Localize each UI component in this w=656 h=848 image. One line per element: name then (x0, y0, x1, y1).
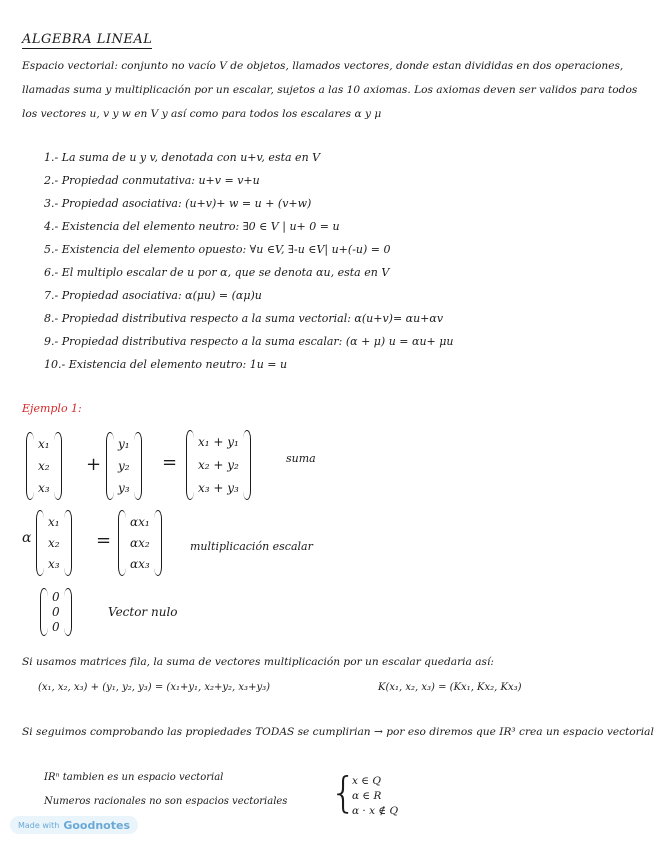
axiom-item: 8.- Propiedad distributiva respecto a la suma vectorial: α(u+v)= αu+αv (44, 312, 444, 325)
axiom-list (44, 146, 453, 376)
scalar-mult-label: multiplicación escalar (190, 540, 313, 553)
axiom-item: 1.- La suma de u y v, denotada con u+v, esta en V (44, 151, 321, 164)
row-scalar-formula: K(x₁, x₂, x₃) = (Kx₁, Kx₂, Kx₃) (378, 682, 522, 693)
row-sum-formula: (x₁, x₂, x₃) + (y₁, y₂, y₃) = (x₁+y₁, x₂+y₂, x₃+y₃) (38, 682, 271, 693)
zero-vector: 0 0 0 (40, 588, 72, 636)
brace-symbol: { (330, 768, 357, 817)
vector-y: y₁ y₂ y₃ (106, 432, 142, 500)
axiom-item: 9.- Propiedad distributiva respecto a la suma escalar: (α + μ) u = αu+ μu (44, 335, 454, 348)
sum-label: suma (286, 452, 316, 465)
axiom-item: 4.- Existencia del elemento neutro: ∃0 ∈ V | u+ 0 = u (44, 220, 340, 233)
vector-x-scaled: x₁ x₂ x₃ (36, 510, 72, 576)
equals-sign: = (162, 452, 178, 473)
badge-brand: Goodnotes (63, 818, 130, 832)
axiom-item: 10.- Existencia del elemento neutro: 1u = u (44, 358, 288, 371)
axiom-item: 6.- El multiplo escalar de u por α, que se denota αu, esta en V (44, 266, 390, 279)
scalar-symbol: α (22, 530, 32, 546)
vector-x: x₁ x₂ x₃ (26, 432, 62, 500)
axiom-item: 3.- Propiedad asociativa: (u+v)+ w = u + (v+w) (44, 197, 312, 210)
example-title: Ejemplo 1: (22, 402, 82, 415)
row-matrix-note: Si usamos matrices fila, la suma de vectores multiplicación por un escalar quedaria así: (22, 656, 494, 668)
axiom-item: 2.- Propiedad conmutativa: u+v = v+u (44, 174, 260, 187)
vector-scalar-result: αx₁ αx₂ αx₃ (118, 510, 162, 576)
intro-paragraph: Espacio vectorial: conjunto no vacío V de objetos, llamados vectores, donde estan divididas en dos operaciones, llamadas suma y multiplicación por un escalar, sujetos a las 10 axiomas. Los axiomas deven ser validos para todos los vectores u, v y w en V y así como para todos los escalares α y μ (22, 60, 638, 120)
axiom-item: 7.- Propiedad asociativa: α(μu) = (αμ)u (44, 289, 262, 302)
conclusion-line: Si seguimos comprobando las propiedades TODAS se cumplirian → por eso diremos que IR³ crea un espacio vectorial (22, 726, 654, 738)
vector-sum-result: x₁ + y₁ x₂ + y₂ x₃ + y₃ (186, 430, 251, 500)
rn-line: IRⁿ tambien es un espacio vectorial (44, 772, 224, 783)
page-title: ALGEBRA LINEAL (22, 32, 153, 47)
condition-item: α ∈ R (352, 790, 382, 802)
goodnotes-badge (10, 816, 138, 834)
rational-line: Numeros racionales no son espacios vectoriales (44, 796, 288, 807)
plus-sign: + (86, 454, 102, 475)
equals-sign: = (96, 530, 112, 551)
axiom-item: 5.- Existencia del elemento opuesto: ∀u ∈V, ∃-u ∈V| u+(-u) = 0 (44, 243, 391, 256)
condition-item: α · x ∉ Q (352, 805, 399, 817)
condition-item: x ∈ Q (352, 775, 381, 787)
badge-prefix: Made with (18, 820, 60, 830)
rational-conditions (352, 774, 398, 819)
zero-vector-label: Vector nulo (108, 605, 178, 619)
